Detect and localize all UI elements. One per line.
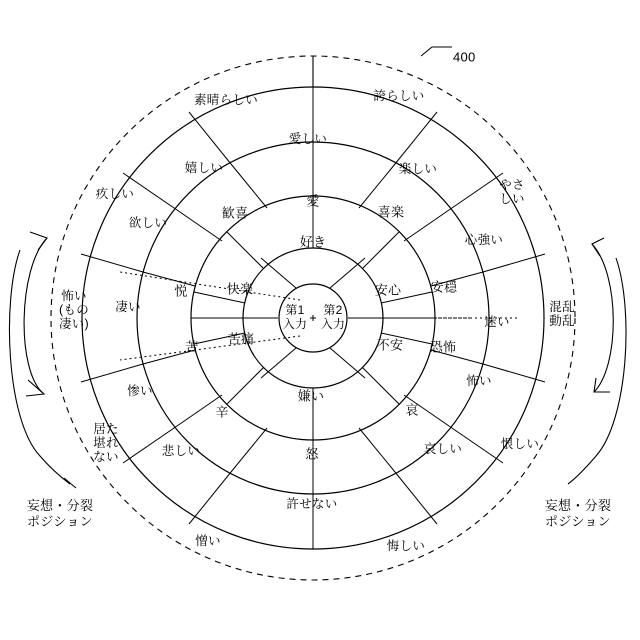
ring1-item-kirai: 嫌い [297, 388, 325, 404]
ring4-item-itatamarenai: 居た 堪れ ない [93, 422, 119, 464]
core-input-2: 第2 入力 [320, 303, 346, 331]
ring3-item-tanoshii: 楽しい [398, 162, 438, 176]
ring3-item-kowai: 怖い [466, 374, 492, 388]
ring2-item-kyoufu: 恐怖 [429, 339, 457, 355]
ring2-item-ku: 苦 [185, 339, 199, 355]
ring4-item-yasashii: やさ しい [499, 178, 525, 206]
ring1-item-fuan: 不安 [376, 337, 404, 353]
ring4-item-kowai-monosugoi: 怖い (もの 凄い) [58, 289, 90, 331]
ring4-item-yamashii: 疚しい [95, 187, 135, 201]
ring4-item-nikui: 憎い [195, 534, 221, 548]
ring3-item-kokorozuyoi: 心強い [464, 233, 504, 247]
ring3-item-mugoi: 惨い [127, 384, 153, 398]
ring3-item-kanashii-sad: 悲しい [161, 444, 201, 458]
center-axis [310, 315, 316, 321]
ring3-item-sugoi: 凄い [115, 300, 141, 314]
ring2-item-ikari: 怒 [305, 446, 319, 462]
ring2-item-anon: 安穏 [430, 279, 458, 295]
ring4-item-urameshii: 恨しい [500, 437, 540, 451]
ring1-item-kutsuu: 苦痛 [227, 331, 255, 347]
ring4-item-subarashii: 素晴らしい [193, 93, 259, 107]
ring2-item-kanki: 歓喜 [221, 205, 249, 221]
ring4-item-konran: 混乱 動乱 [549, 300, 575, 328]
reference-number-400: 400 [453, 49, 476, 65]
ring2-item-ai: 愛 [306, 193, 320, 209]
ring2-item-kiraku: 喜楽 [377, 204, 405, 220]
ring4-item-hokorashii: 誇らしい [373, 89, 425, 103]
ring3-item-kanashii: 哀しい [423, 442, 463, 456]
ring3-item-yurusenai: 許せない [286, 497, 338, 511]
ring3-item-hoshii: 欲しい [128, 216, 168, 230]
right-bracket [568, 238, 626, 484]
ring2-item-etsu: 悦 [174, 283, 188, 299]
ring2-item-tsurai: 辛 [215, 404, 229, 420]
ring3-item-ureshii: 嬉しい [184, 161, 224, 175]
reference-leader [313, 47, 452, 87]
ring2-item-ai-sorrow: 哀 [405, 402, 419, 418]
ring1-item-anshin: 安心 [374, 282, 402, 298]
ring3-item-mayoi: 迷い [484, 315, 510, 329]
ring4-item-kuyashii: 悔しい [386, 539, 426, 553]
left-bracket [9, 232, 76, 488]
core-input-1: 第1 入力 [282, 303, 308, 331]
ring3-item-itoshii: 愛しい [288, 132, 328, 146]
annotation-left: 妄想・分裂 ポジション [26, 497, 94, 529]
ring1-item-suki: 好き [299, 234, 327, 250]
annotation-right: 妄想・分裂 ポジション [544, 497, 612, 529]
ring1-item-kairaku: 快楽 [226, 281, 254, 297]
